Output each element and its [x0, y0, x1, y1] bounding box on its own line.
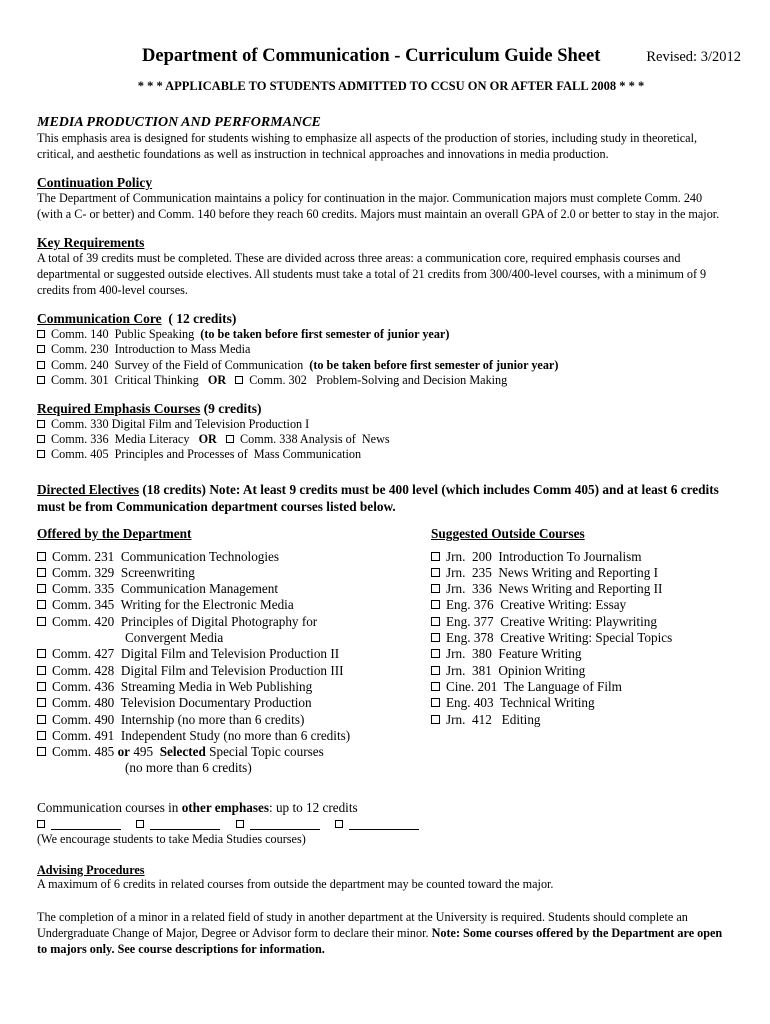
course-name: Comm. 338 Analysis of News — [240, 432, 390, 447]
list-item — [37, 549, 427, 565]
checkbox[interactable] — [37, 376, 45, 384]
list-item — [431, 581, 731, 597]
checkbox[interactable] — [431, 649, 440, 658]
course-name: Comm. 420 Principles of Digital Photography for — [52, 613, 318, 629]
checkbox[interactable] — [37, 330, 45, 338]
course-name: Comm. 490 Internship (no more than 6 credits) — [52, 711, 305, 727]
course-note: (to be taken before first semester of junior year) — [200, 327, 450, 342]
directed-electives-title: Directed Electives — [37, 481, 140, 497]
checkbox[interactable] — [431, 666, 440, 675]
emphasis-title: MEDIA PRODUCTION AND PERFORMANCE — [37, 115, 321, 130]
course-name: Comm. 491 Independent Study (no more than 6 credits) — [52, 727, 351, 743]
outside-heading: Suggested Outside Courses — [431, 525, 585, 541]
continuation-policy-text: The Department of Communication maintains a policy for continuation in the major. Communication majors must complete Comm. 240 (with a C- or better) and Comm. 140 before they reach 60 credits. Majors must maintain an overall GPA of 2.0 or better to stay in the major. — [37, 191, 720, 221]
checkbox[interactable] — [335, 820, 343, 828]
course-name: Comm. 427 Digital Film and Television Production II — [52, 646, 340, 662]
list-item — [431, 663, 731, 679]
checkbox[interactable] — [431, 633, 440, 642]
checkbox[interactable] — [37, 682, 46, 691]
course-name: Comm. 302 Problem-Solving and Decision Making — [249, 372, 508, 387]
continuation-policy-heading: Continuation Policy — [37, 175, 153, 191]
checkbox[interactable] — [431, 617, 440, 626]
checkbox[interactable] — [431, 682, 440, 691]
list-item — [431, 565, 731, 581]
course-name: Jrn. 336 News Writing and Reporting II — [446, 581, 663, 597]
course-name: Comm. 301 Critical Thinking — [51, 372, 208, 387]
course-name: Comm. 231 Communication Technologies — [52, 548, 280, 564]
key-requirements-text: A total of 39 credits must be completed. These are divided across three areas: a communication core, required emphasis courses and departmental or suggested outside electives. All students must take a total of 21 credits from 300/400-level courses, with a minimum of 9 credits from 400-level courses. — [37, 251, 707, 297]
course-name: Jrn. 200 Introduction To Journalism — [446, 548, 642, 564]
checkbox[interactable] — [37, 420, 45, 428]
course-name: Comm. 330 Digital Film and Television Production I — [51, 416, 310, 431]
course-name: Eng. 376 Creative Writing: Essay — [446, 597, 627, 613]
revised-date: Revised: 3/2012 — [646, 49, 741, 65]
list-item — [431, 630, 731, 646]
core-course-list — [37, 327, 727, 388]
course-blank-field[interactable] — [51, 817, 121, 830]
checkbox[interactable] — [37, 649, 46, 658]
checkbox[interactable] — [37, 698, 46, 707]
minor-text: The completion of a minor in a related field of study in another department at the University is required. Students should complete an Undergraduate Change of Major, Degree or Advisor form to declare their minor. — [37, 909, 688, 940]
checkbox[interactable] — [37, 584, 46, 593]
course-name: Comm. 140 Public Speaking — [51, 327, 201, 342]
checkbox[interactable] — [226, 435, 234, 443]
list-item — [431, 712, 731, 728]
checkbox[interactable] — [431, 584, 440, 593]
other-emphases-blanks — [37, 816, 727, 832]
course-name: Comm. 230 Introduction to Mass Media — [51, 342, 251, 357]
course-name: Comm. 335 Communication Management — [52, 581, 278, 597]
or-label: OR — [207, 372, 227, 387]
required-emphasis-list — [37, 417, 727, 463]
checkbox[interactable] — [431, 552, 440, 561]
list-item-continuation: (no more than 6 credits) — [125, 760, 252, 776]
suggested-outside-courses — [431, 526, 731, 728]
other-emphases-bold: other emphases — [181, 799, 269, 815]
list-item — [37, 728, 427, 744]
course-name: Comm. 436 Streaming Media in Web Publishing — [52, 678, 313, 694]
list-item — [37, 679, 427, 695]
course-name: Comm. 485 — [52, 744, 118, 760]
checkbox[interactable] — [37, 552, 46, 561]
list-item — [37, 712, 427, 728]
emphasis-description: This emphasis area is designed for students wishing to emphasize all aspects of the production of stories, including study in theoretical, critical, and aesthetic foundations as well as instruction in technical approaches and innovations in media production. — [37, 131, 698, 161]
or-label: or — [117, 744, 131, 760]
course-name: Jrn. 235 News Writing and Reporting I — [446, 564, 659, 580]
checkbox[interactable] — [236, 820, 244, 828]
communication-core-heading — [37, 311, 727, 327]
course-name: Eng. 403 Technical Writing — [446, 695, 595, 711]
course-blank-field[interactable] — [349, 817, 419, 830]
required-emphasis-title: Required Emphasis Courses — [37, 400, 201, 416]
list-item — [431, 549, 731, 565]
offered-heading: Offered by the Department — [37, 525, 192, 541]
list-item-continuation: Convergent Media — [125, 630, 224, 646]
course-name: Jrn. 412 Editing — [446, 711, 541, 727]
minor-note: Note: Some courses offered by the Department are open to majors only. See course descriptions for information. — [37, 925, 723, 956]
list-item — [37, 581, 427, 597]
checkbox[interactable] — [37, 600, 46, 609]
list-item — [431, 695, 731, 711]
list-item — [37, 327, 727, 342]
course-name: Jrn. 380 Feature Writing — [446, 646, 582, 662]
list-item — [37, 614, 427, 630]
selected-label: Selected — [159, 744, 206, 760]
list-item — [37, 342, 727, 357]
course-name: Cine. 201 The Language of Film — [446, 678, 622, 694]
course-name: Comm. 329 Screenwriting — [52, 564, 195, 580]
list-item — [37, 565, 427, 581]
course-name: Comm. 240 Survey of the Field of Communication — [51, 357, 310, 372]
course-blank-field[interactable] — [250, 817, 320, 830]
required-emphasis-heading — [37, 401, 727, 417]
core-credits: ( 12 credits) — [161, 311, 237, 327]
checkbox[interactable] — [431, 698, 440, 707]
applicability-notice: * * * APPLICABLE TO STUDENTS ADMITTED TO CCSU ON OR AFTER FALL 2008 * * * — [137, 79, 645, 93]
list-item — [37, 646, 427, 662]
page-title: Department of Communication - Curriculum Guide Sheet — [142, 46, 601, 66]
checkbox[interactable] — [37, 731, 46, 740]
course-name: Comm. 428 Digital Film and Television Production III — [52, 662, 344, 678]
checkbox[interactable] — [235, 376, 243, 384]
advising-text: A maximum of 6 credits in related courses from outside the department may be counted toward the major. — [37, 877, 554, 892]
offered-by-department — [37, 526, 427, 777]
checkbox[interactable] — [37, 666, 46, 675]
other-emphases-pre: Communication courses in — [37, 799, 182, 815]
header — [37, 46, 741, 72]
course-name: Special Topic courses — [205, 744, 324, 760]
checkbox[interactable] — [431, 600, 440, 609]
list-item — [37, 373, 727, 388]
list-item — [37, 447, 727, 462]
minor-requirement — [37, 909, 727, 957]
list-item — [37, 358, 727, 373]
checkbox[interactable] — [431, 568, 440, 577]
checkbox[interactable] — [37, 450, 45, 458]
list-item — [431, 679, 731, 695]
checkbox[interactable] — [37, 435, 45, 443]
checkbox[interactable] — [431, 715, 440, 724]
course-name: Comm. 336 Media Literacy — [51, 432, 199, 447]
checkbox[interactable] — [37, 568, 46, 577]
other-emphases-post: : up to 12 credits — [269, 799, 358, 815]
checkbox[interactable] — [37, 747, 46, 756]
or-label: OR — [198, 432, 217, 447]
other-emphases-line — [37, 800, 727, 816]
list-item — [37, 597, 427, 613]
checkbox[interactable] — [37, 820, 45, 828]
course-name: Comm. 480 Television Documentary Production — [52, 695, 312, 711]
course-note: (to be taken before first semester of junior year) — [309, 357, 559, 372]
list-item — [431, 597, 731, 613]
list-item — [37, 663, 427, 679]
checkbox[interactable] — [37, 345, 45, 353]
curriculum-guide-sheet — [37, 46, 741, 957]
course-name: Comm. 405 Principles and Processes of Mass Communication — [51, 447, 362, 462]
core-title: Communication Core — [37, 311, 162, 327]
required-emphasis-credits: (9 credits) — [200, 400, 262, 416]
course-blank-field[interactable] — [150, 817, 220, 830]
directed-electives-note — [37, 481, 727, 515]
list-item — [37, 695, 427, 711]
course-name: Eng. 377 Creative Writing: Playwriting — [446, 613, 657, 629]
other-emphases-note: (We encourage students to take Media Studies courses) — [37, 831, 306, 846]
key-requirements-heading: Key Requirements — [37, 235, 145, 251]
course-name: Comm. 345 Writing for the Electronic Media — [52, 597, 294, 613]
checkbox[interactable] — [37, 617, 46, 626]
checkbox[interactable] — [37, 361, 45, 369]
electives-columns — [37, 526, 727, 788]
course-name: Eng. 378 Creative Writing: Special Topics — [446, 630, 673, 646]
checkbox[interactable] — [37, 715, 46, 724]
list-item — [37, 744, 427, 760]
course-name: Jrn. 381 Opinion Writing — [446, 662, 586, 678]
list-item — [37, 417, 727, 432]
list-item — [431, 614, 731, 630]
checkbox[interactable] — [136, 820, 144, 828]
directed-electives-text: (18 credits) Note: At least 9 credits must be 400 level (which includes Comm 405) and at least 6 credits must be from Communication department courses listed below. — [37, 481, 719, 514]
list-item — [431, 646, 731, 662]
course-name: 495 — [130, 744, 160, 760]
advising-heading: Advising Procedures — [37, 863, 145, 878]
list-item — [37, 432, 727, 447]
